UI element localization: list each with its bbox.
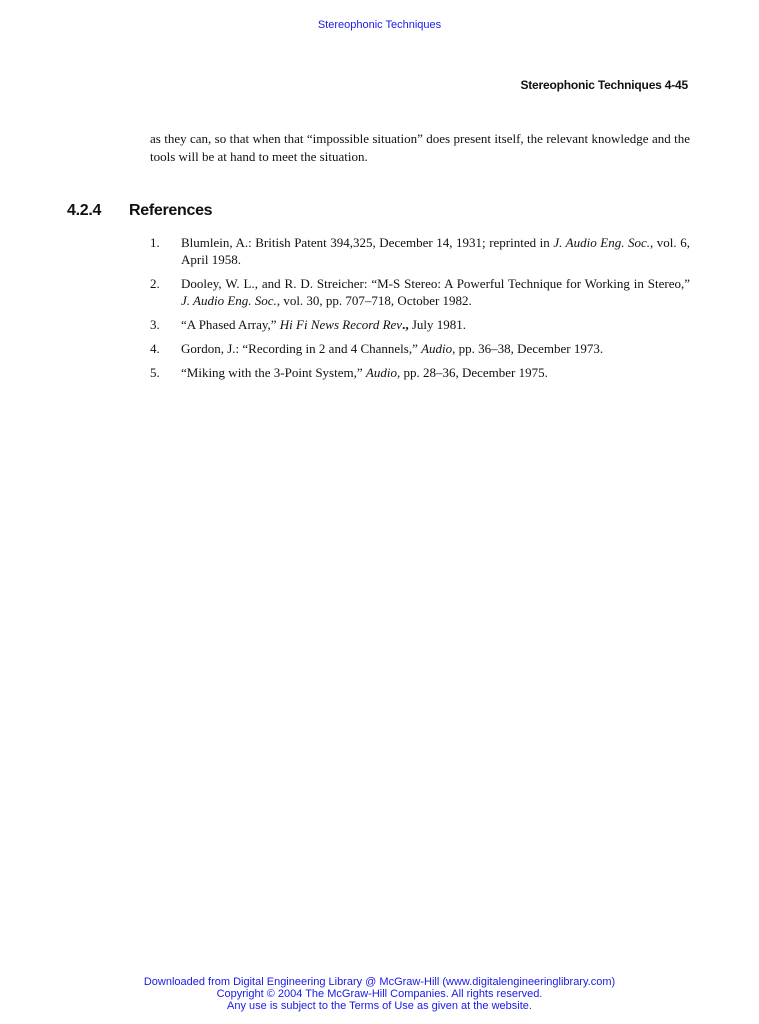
reference-text: July 1981. bbox=[408, 317, 466, 332]
footer-terms[interactable]: Any use is subject to the Terms of Use as given at the website. bbox=[227, 1000, 532, 1012]
reference-journal: J. Audio Eng. Soc. bbox=[553, 235, 651, 250]
reference-item bbox=[150, 275, 690, 309]
reference-journal: Audio bbox=[365, 365, 397, 380]
body-paragraph: as they can, so that when that “impossible situation” does present itself, the relevant knowledge and the tools will be at hand to meet the situation. bbox=[150, 131, 690, 164]
reference-number: 1. bbox=[150, 235, 160, 250]
reference-item bbox=[150, 364, 690, 381]
section-heading bbox=[67, 202, 212, 220]
reference-number: 3. bbox=[150, 317, 160, 332]
footer-copyright: Copyright © 2004 The McGraw-Hill Companies. All rights reserved. bbox=[216, 988, 543, 1000]
reference-text: “Miking with the 3-Point System,” bbox=[181, 365, 366, 380]
reference-number: 4. bbox=[150, 341, 160, 356]
reference-item bbox=[150, 316, 690, 333]
reference-text: , pp. 36–38, December 1973. bbox=[452, 341, 604, 356]
reference-number: 5. bbox=[150, 365, 160, 380]
reference-item bbox=[150, 340, 690, 357]
section-number: 4.2.4 bbox=[67, 202, 102, 219]
footer-download-link[interactable]: Downloaded from Digital Engineering Library @ McGraw-Hill (www.digitalengineeringlibrary.com) bbox=[143, 976, 616, 988]
reference-item bbox=[150, 234, 690, 268]
reference-text: , pp. 28–36, December 1975. bbox=[396, 365, 548, 380]
footer-notice bbox=[0, 976, 759, 1012]
reference-journal: Hi Fi News Record Rev bbox=[279, 317, 403, 332]
reference-text: Blumlein, A.: British Patent 394,325, December 14, 1931; reprinted in bbox=[181, 235, 554, 250]
reference-journal: J. Audio Eng. Soc. bbox=[181, 293, 277, 308]
reference-punctuation: ., bbox=[402, 317, 409, 332]
running-head: Stereophonic Techniques 4-45 bbox=[520, 78, 688, 92]
reference-text: , vol. 30, pp. 707–718, October 1982. bbox=[276, 293, 472, 308]
section-title: References bbox=[129, 202, 213, 219]
reference-number: 2. bbox=[150, 276, 160, 291]
reference-text: Dooley, W. L., and R. D. Streicher: “M-S Stereo: A Powerful Technique for Working in Stereo,” bbox=[181, 276, 690, 291]
reference-list bbox=[150, 234, 690, 388]
reference-text: , vol. 6, April 1958. bbox=[181, 235, 690, 267]
reference-text: Gordon, J.: “Recording in 2 and 4 Channels,” bbox=[181, 341, 422, 356]
reference-journal: Audio bbox=[421, 341, 453, 356]
chapter-link[interactable]: Stereophonic Techniques bbox=[317, 19, 442, 31]
reference-text: “A Phased Array,” bbox=[181, 317, 280, 332]
